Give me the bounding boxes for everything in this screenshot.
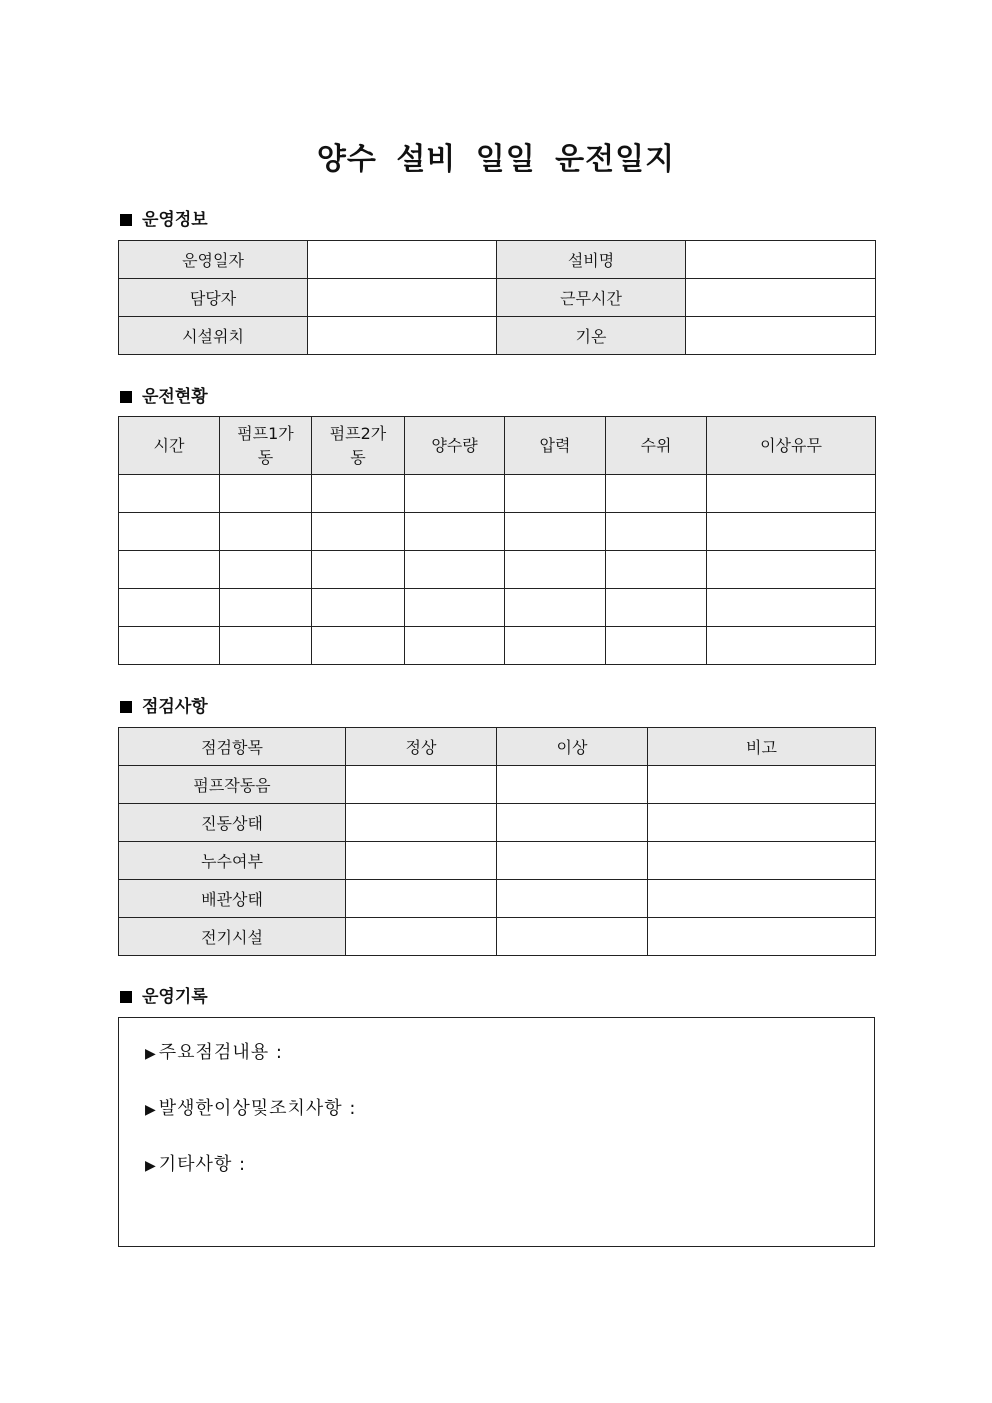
column-header: 양수량	[405, 417, 505, 475]
record-box[interactable]	[118, 1017, 875, 1247]
section-heading-label: 운영기록	[142, 987, 208, 1007]
table-row	[119, 551, 876, 589]
column-header: 압력	[505, 417, 606, 475]
record-label: 발생한이상및조치사항 :	[158, 1098, 357, 1119]
info-value-cell[interactable]	[308, 279, 497, 317]
column-header: 이상	[497, 728, 648, 766]
column-header: 수위	[606, 417, 707, 475]
section-heading-label: 점검사항	[142, 697, 208, 717]
table-cell[interactable]	[405, 475, 505, 513]
info-value-cell[interactable]	[308, 241, 497, 279]
check-item-label: 전기시설	[119, 918, 346, 956]
info-table	[118, 240, 876, 355]
column-header: 이상유무	[707, 417, 876, 475]
table-row	[119, 918, 876, 956]
table-row	[119, 766, 876, 804]
check-table	[118, 727, 876, 956]
info-label: 시설위치	[119, 317, 308, 355]
triangle-bullet-icon: ▶	[145, 1102, 157, 1118]
table-cell[interactable]	[497, 918, 648, 956]
table-row	[119, 804, 876, 842]
page-title: 양수 설비 일일 운전일지	[316, 142, 676, 177]
table-cell[interactable]	[119, 627, 220, 665]
square-bullet-icon	[120, 391, 132, 403]
column-header: 시간	[119, 417, 220, 475]
table-cell[interactable]	[346, 880, 497, 918]
record-line	[145, 1038, 283, 1064]
column-header: 펌프1가 동	[220, 417, 312, 475]
table-cell[interactable]	[606, 627, 707, 665]
table-cell[interactable]	[606, 551, 707, 589]
column-header: 비고	[648, 728, 876, 766]
triangle-bullet-icon: ▶	[145, 1158, 157, 1174]
section-heading-record	[120, 985, 208, 1009]
table-cell[interactable]	[312, 627, 405, 665]
table-cell[interactable]	[312, 513, 405, 551]
table-cell[interactable]	[312, 589, 405, 627]
table-header-row	[119, 417, 876, 475]
table-row	[119, 842, 876, 880]
table-cell[interactable]	[346, 842, 497, 880]
column-header: 펌프2가 동	[312, 417, 405, 475]
info-value-cell[interactable]	[686, 279, 876, 317]
table-cell[interactable]	[405, 513, 505, 551]
table-cell[interactable]	[505, 513, 606, 551]
square-bullet-icon	[120, 214, 132, 226]
info-value-cell[interactable]	[308, 317, 497, 355]
table-header-row	[119, 728, 876, 766]
table-row	[119, 589, 876, 627]
table-cell[interactable]	[497, 766, 648, 804]
section-heading-info	[120, 208, 208, 232]
table-cell[interactable]	[119, 513, 220, 551]
record-label: 기타사항 :	[158, 1154, 247, 1175]
table-cell[interactable]	[648, 804, 876, 842]
column-header: 점검항목	[119, 728, 346, 766]
table-cell[interactable]	[707, 551, 876, 589]
table-cell[interactable]	[119, 589, 220, 627]
info-label: 설비명	[497, 241, 686, 279]
record-line	[145, 1094, 356, 1120]
table-cell[interactable]	[648, 880, 876, 918]
table-cell[interactable]	[220, 475, 312, 513]
table-cell[interactable]	[220, 589, 312, 627]
table-cell[interactable]	[505, 589, 606, 627]
section-heading-check	[120, 695, 208, 719]
table-cell[interactable]	[346, 766, 497, 804]
info-label: 근무시간	[497, 279, 686, 317]
table-cell[interactable]	[405, 551, 505, 589]
table-cell[interactable]	[497, 842, 648, 880]
info-value-cell[interactable]	[686, 317, 876, 355]
table-cell[interactable]	[220, 627, 312, 665]
table-cell[interactable]	[312, 551, 405, 589]
table-cell[interactable]	[707, 627, 876, 665]
info-label: 담당자	[119, 279, 308, 317]
check-item-label: 배관상태	[119, 880, 346, 918]
section-heading-label: 운전현황	[142, 387, 208, 407]
table-row	[119, 513, 876, 551]
table-cell[interactable]	[405, 627, 505, 665]
status-table	[118, 416, 876, 665]
table-cell[interactable]	[505, 627, 606, 665]
table-cell[interactable]	[505, 475, 606, 513]
table-row	[119, 241, 876, 279]
table-row	[119, 627, 876, 665]
column-header: 정상	[346, 728, 497, 766]
square-bullet-icon	[120, 701, 132, 713]
table-cell[interactable]	[346, 804, 497, 842]
table-cell[interactable]	[497, 880, 648, 918]
table-cell[interactable]	[606, 513, 707, 551]
table-cell[interactable]	[606, 589, 707, 627]
record-line	[145, 1150, 246, 1176]
square-bullet-icon	[120, 991, 132, 1003]
check-item-label: 진동상태	[119, 804, 346, 842]
table-row	[119, 317, 876, 355]
table-cell[interactable]	[220, 513, 312, 551]
table-row	[119, 475, 876, 513]
table-cell[interactable]	[707, 589, 876, 627]
table-row	[119, 880, 876, 918]
table-cell[interactable]	[405, 589, 505, 627]
table-cell[interactable]	[220, 551, 312, 589]
section-heading-label: 운영정보	[142, 210, 208, 230]
table-cell[interactable]	[707, 513, 876, 551]
check-item-label: 누수여부	[119, 842, 346, 880]
table-cell[interactable]	[505, 551, 606, 589]
check-item-label: 펌프작동음	[119, 766, 346, 804]
triangle-bullet-icon: ▶	[145, 1046, 157, 1062]
info-label: 기온	[497, 317, 686, 355]
table-cell[interactable]	[648, 918, 876, 956]
table-cell[interactable]	[312, 475, 405, 513]
info-value-cell[interactable]	[686, 241, 876, 279]
table-cell[interactable]	[707, 475, 876, 513]
table-cell[interactable]	[497, 804, 648, 842]
table-cell[interactable]	[648, 766, 876, 804]
section-heading-status	[120, 385, 208, 409]
table-cell[interactable]	[119, 475, 220, 513]
table-cell[interactable]	[648, 842, 876, 880]
table-cell[interactable]	[606, 475, 707, 513]
record-label: 주요점검내용 :	[158, 1042, 283, 1063]
info-label: 운영일자	[119, 241, 308, 279]
table-cell[interactable]	[119, 551, 220, 589]
table-cell[interactable]	[346, 918, 497, 956]
table-row	[119, 279, 876, 317]
